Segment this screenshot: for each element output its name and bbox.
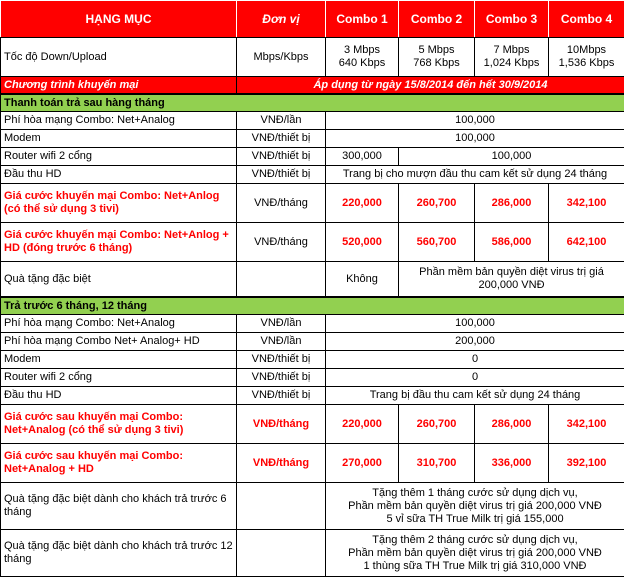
speed-combo-2: 5 Mbps 768 Kbps <box>399 38 475 77</box>
table-row <box>1 315 624 333</box>
row-label: Đầu thu HD <box>1 166 237 184</box>
row-label: Phí hòa mạng Combo: Net+Analog <box>1 315 237 333</box>
row-unit: VNĐ/thiết bị <box>237 130 326 148</box>
gift-6-months-value: Tặng thêm 1 tháng cước sử dụng dịch vụ, Phần mềm bản quyền diệt virus trị giá 200,000 VNĐ 5 vỉ sữa TH True Milk trị giá 155,000 <box>326 483 624 530</box>
section-title: Thanh toán trả sau hàng tháng <box>1 94 624 112</box>
row-unit: VNĐ/lần <box>237 112 326 130</box>
row-unit-empty <box>237 530 326 577</box>
row-unit: VNĐ/thiết bị <box>237 351 326 369</box>
price-combo-4: 642,100 <box>549 223 624 262</box>
row-label: Router wifi 2 cổng <box>1 369 237 387</box>
row-unit: VNĐ/tháng <box>237 444 326 483</box>
row-label: Quà tặng đặc biệt dành cho khách trả trước 12 tháng <box>1 530 237 577</box>
table-row <box>1 148 624 166</box>
row-label: Quà tặng đặc biệt dành cho khách trả trước 6 tháng <box>1 483 237 530</box>
price-combo-2: 310,700 <box>399 444 475 483</box>
promo-banner-row <box>1 77 624 95</box>
row-value: 100,000 <box>326 112 624 130</box>
row-unit-empty <box>237 262 326 298</box>
row-unit: VNĐ/lần <box>237 333 326 351</box>
gift-combo-1: Không <box>326 262 399 298</box>
row-label: Modem <box>1 130 237 148</box>
header-category: HẠNG MỤC <box>1 1 237 38</box>
price-combo-1: 520,000 <box>326 223 399 262</box>
row-label: Phí hòa mạng Combo: Net+Analog <box>1 112 237 130</box>
header-unit: Đơn vị <box>237 1 326 38</box>
table-row <box>1 387 624 405</box>
row-value: 200,000 <box>326 333 624 351</box>
row-unit: VNĐ/thiết bị <box>237 387 326 405</box>
price-combo-1: 270,000 <box>326 444 399 483</box>
promo-label: Chương trình khuyến mại <box>1 77 237 95</box>
speed-combo-4: 10Mbps 1,536 Kbps <box>549 38 624 77</box>
table-row <box>1 530 624 577</box>
row-label: Modem <box>1 351 237 369</box>
header-combo-1: Combo 1 <box>326 1 399 38</box>
row-unit: Mbps/Kbps <box>237 38 326 77</box>
table-row <box>1 166 624 184</box>
price-combo-2: 260,700 <box>399 405 475 444</box>
price-combo-4: 342,100 <box>549 184 624 223</box>
table-row <box>1 483 624 530</box>
gift-value: Phần mềm bản quyền diệt virus trị giá 200,000 VNĐ <box>399 262 624 298</box>
row-value-combo-1: 300,000 <box>326 148 399 166</box>
row-value: 100,000 <box>399 148 624 166</box>
row-label: Quà tặng đặc biệt <box>1 262 237 298</box>
price-combo-2: 260,700 <box>399 184 475 223</box>
row-unit: VNĐ/thiết bị <box>237 166 326 184</box>
speed-row <box>1 38 624 77</box>
table-row <box>1 405 624 444</box>
row-unit: VNĐ/tháng <box>237 184 326 223</box>
row-value: Trang bị đầu thu cam kết sử dụng 24 tháng <box>326 387 624 405</box>
header-combo-4: Combo 4 <box>549 1 624 38</box>
table-header-row <box>1 1 624 38</box>
table-row <box>1 351 624 369</box>
table-row <box>1 112 624 130</box>
row-value: 100,000 <box>326 130 624 148</box>
table-row <box>1 223 624 262</box>
promo-period: Áp dụng từ ngày 15/8/2014 đến hết 30/9/2014 <box>237 77 624 95</box>
row-label: Giá cước khuyến mại Combo: Net+Anlog (có thể sử dụng 3 tivi) <box>1 184 237 223</box>
row-value: 0 <box>326 369 624 387</box>
row-unit: VNĐ/tháng <box>237 223 326 262</box>
row-unit: VNĐ/lần <box>237 315 326 333</box>
row-unit: VNĐ/tháng <box>237 405 326 444</box>
speed-combo-3: 7 Mbps 1,024 Kbps <box>475 38 549 77</box>
row-value: 100,000 <box>326 315 624 333</box>
table-row <box>1 444 624 483</box>
row-unit: VNĐ/thiết bị <box>237 148 326 166</box>
price-combo-3: 286,000 <box>475 405 549 444</box>
row-label: Tốc độ Down/Upload <box>1 38 237 77</box>
price-combo-4: 342,100 <box>549 405 624 444</box>
row-label: Phí hòa mạng Combo Net+ Analog+ HD <box>1 333 237 351</box>
speed-combo-1: 3 Mbps 640 Kbps <box>326 38 399 77</box>
row-label: Giá cước sau khuyến mại Combo: Net+Analog + HD <box>1 444 237 483</box>
row-label: Router wifi 2 cổng <box>1 148 237 166</box>
row-value: 0 <box>326 351 624 369</box>
price-combo-3: 336,000 <box>475 444 549 483</box>
price-combo-1: 220,000 <box>326 184 399 223</box>
section-title: Trả trước 6 tháng, 12 tháng <box>1 297 624 315</box>
price-combo-4: 392,100 <box>549 444 624 483</box>
table-row <box>1 262 624 298</box>
gift-12-months-value: Tặng thêm 2 tháng cước sử dụng dịch vụ, Phần mềm bản quyền diệt virus trị giá 200,000 VNĐ 1 thùng sữa TH True Milk trị giá 310,000 VNĐ <box>326 530 624 577</box>
price-combo-2: 560,700 <box>399 223 475 262</box>
section-monthly <box>1 94 624 112</box>
price-combo-1: 220,000 <box>326 405 399 444</box>
row-label: Giá cước sau khuyến mại Combo: Net+Analog (có thể sử dụng 3 tivi) <box>1 405 237 444</box>
row-unit-empty <box>237 483 326 530</box>
table-row <box>1 130 624 148</box>
table-row <box>1 184 624 223</box>
price-combo-3: 586,000 <box>475 223 549 262</box>
row-label: Giá cước khuyến mại Combo: Net+Anlog + HD (đóng trước 6 tháng) <box>1 223 237 262</box>
section-prepaid <box>1 297 624 315</box>
row-label: Đầu thu HD <box>1 387 237 405</box>
table-row <box>1 333 624 351</box>
table-row <box>1 369 624 387</box>
row-value: Trang bị cho mượn đầu thu cam kết sử dụng 24 tháng <box>326 166 624 184</box>
price-combo-3: 286,000 <box>475 184 549 223</box>
header-combo-3: Combo 3 <box>475 1 549 38</box>
header-combo-2: Combo 2 <box>399 1 475 38</box>
row-unit: VNĐ/thiết bị <box>237 369 326 387</box>
